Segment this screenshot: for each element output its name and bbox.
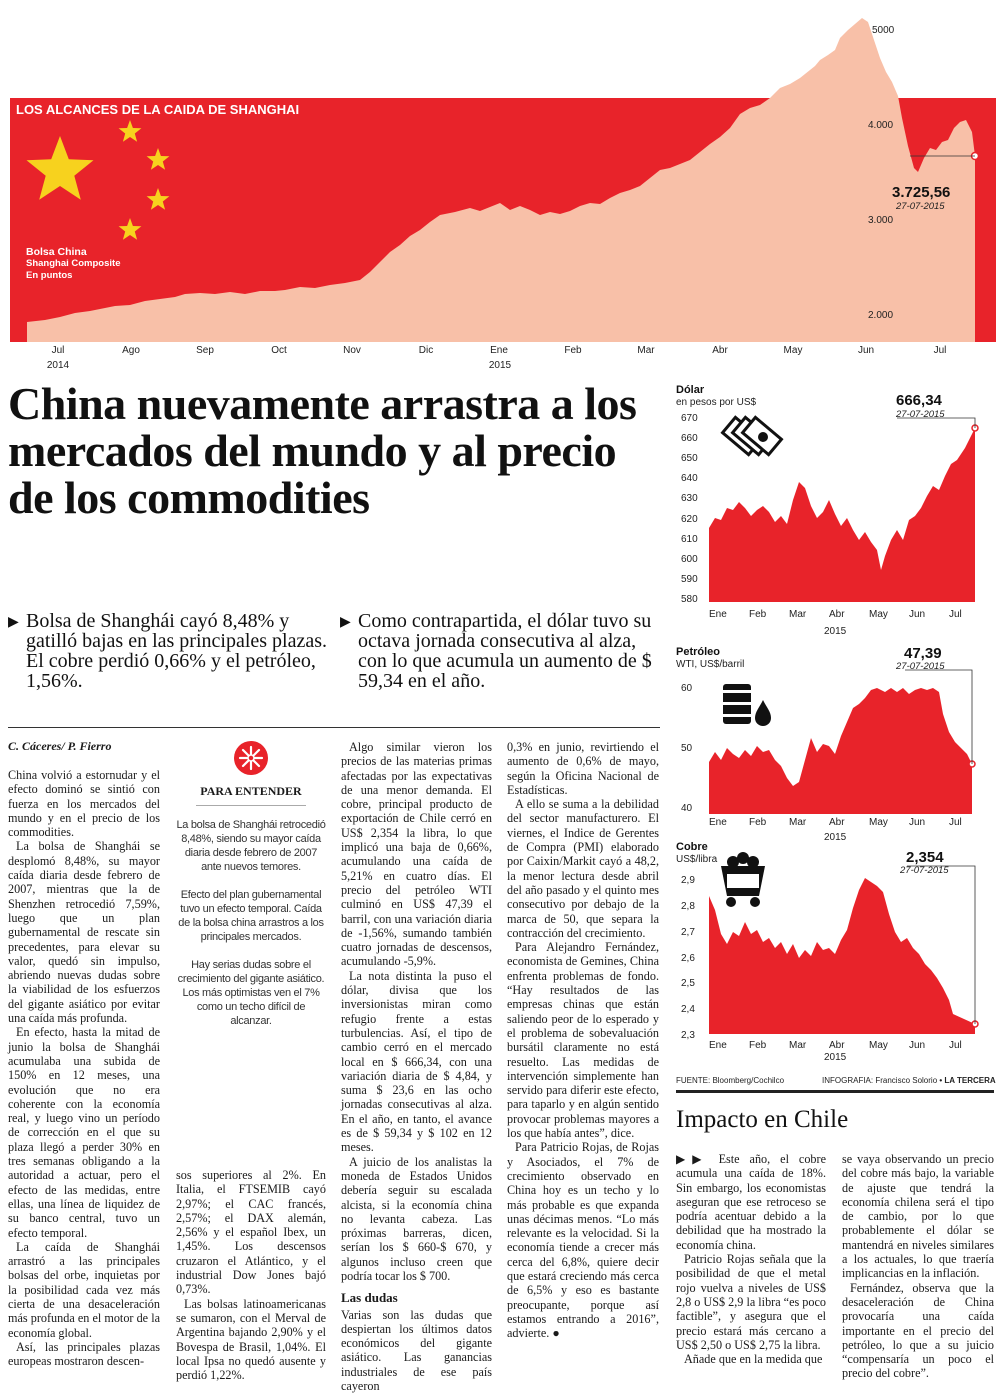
petroleo-value: 47,39 (904, 645, 942, 662)
month-label: Jul (51, 345, 65, 356)
petroleo-title: Petróleo (676, 646, 721, 658)
cobre-y-tick: 2,7 (681, 926, 695, 938)
cobre-y-tick: 2,8 (681, 900, 695, 912)
bullet-2-text: Como contrapartida, el dólar tuvo su octava jornada consecutiva al alza, con lo que acumula un aumento de $ 59,34 en el año. (358, 610, 652, 692)
petroleo-month: Jul (949, 817, 962, 828)
divider (8, 727, 660, 728)
year-2014: 2014 (46, 360, 70, 371)
dolar-month: Ene (709, 609, 727, 620)
para-entender-title: PARA ENTENDER (200, 784, 302, 798)
petroleo-y-tick: 60 (681, 683, 693, 694)
impacto-para: Patricio Rojas señala que la posibilidad de que el metal rojo vuelva a niveles de US$ 2,8 o US$ 2,9 la libra “es poco factible”, y asegura que el precio estará más cercano a US$ 2,50 o US$ 2,75 la libra. (676, 1252, 826, 1352)
petroleo-month: Jun (909, 817, 926, 828)
infografia-credit: INFOGRAFIA: Francisco Solorio (822, 1076, 938, 1085)
cobre-date: 27-07-2015 (900, 865, 949, 876)
dolar-date: 27-07-2015 (896, 409, 945, 420)
dolar-y-tick: 640 (681, 473, 698, 485)
month-label: Oct (271, 345, 287, 356)
dolar-sub: en pesos por US$ (676, 397, 757, 408)
cobre-y-tick: 2,4 (681, 1004, 695, 1016)
coal-cart-icon (721, 852, 765, 907)
bullet-1-text: Bolsa de Shanghái cayó 8,48% y gatilló bajas en las principales plazas. El cobre perdió 0,66% y el petróleo, 1,56%. (26, 610, 328, 692)
y-tick-2000: 2.000 (868, 310, 894, 321)
col4-para: Para Alejandro Fernández, economista de Gemines, China enfrenta problemas de fondo. “Hay resultados de las empresas chinas que están saliendo peor de lo esperado y el problema de sobevaluación bursátil claramente no está resuelto. Las medidas de intervención simplemente han servido para diferir este efecto, para taparlo y en algún sentido provocar problemas mayores a los que había antes”, dice. (507, 940, 659, 1141)
dolar-callout (897, 418, 975, 428)
pe-para: Efecto del plan gubernamental tuvo un efecto temporal. Caída de la bolsa china arrastros a los principales mercados. (178, 889, 324, 943)
col1-para: La bolsa de Shanghái se desplomó 8,48%, su mayor caída diaria desde febrero de 2007, mientras que la de Shenzhen retrocedió 7,59%, luego que un plan gubernamental de rescate sin precedentes, para elevar su valor, quedó sin impulso, abriendo nuevas dudas sobre la viabilidad de los esfuerzos del gigante asiático por evitar una caída más profunda. (8, 839, 160, 1026)
cobre-y-tick: 2,6 (681, 952, 695, 964)
month-label: Nov (343, 345, 361, 356)
petroleo-sub: WTI, US$/barril (676, 659, 745, 670)
month-label: May (783, 345, 803, 356)
infografia (822, 1076, 996, 1085)
dolar-month: Jul (949, 609, 962, 620)
petroleo-month: May (869, 817, 888, 828)
month-label: Dic (418, 345, 434, 356)
column-2 (176, 1168, 326, 1382)
impacto-col-right (842, 1152, 994, 1381)
y-tick-3000: 3.000 (868, 215, 894, 226)
impacto-para: ▶▶ Este año, el cobre acumula una caída de 18%. Sin embargo, los economistas aseguran que ese retroceso se podría acentuar debido a la debilidad que ha mostrado la economía china. (676, 1152, 826, 1252)
petroleo-month: Abr (829, 817, 845, 828)
oil-barrel-icon (721, 684, 771, 726)
para-entender-box (176, 740, 326, 1042)
impacto-para: Fernández, observa que la desaceleración de China provocaría una caída importante en el precio del petróleo, lo que a su juicio “compensaría un poco el precio del cobre”. (842, 1280, 994, 1381)
triangle-icon: ▶ (8, 615, 19, 630)
dolar-month: May (869, 609, 888, 620)
dolar-month: Abr (829, 609, 845, 620)
column-3 (341, 740, 492, 1393)
cobre-sub: US$/libra (676, 854, 718, 865)
cobre-svg (675, 838, 995, 1068)
cobre-area (709, 878, 975, 1034)
dolar-y-tick: 620 (681, 513, 698, 525)
petroleo-svg (675, 642, 995, 842)
petroleo-month: Mar (789, 817, 807, 828)
petroleo-year: 2015 (824, 832, 847, 843)
col4-para: A ello se suma a la debilidad del sector manufacturero. El viernes, el Indice de Gerentes de Compra (PMI) elaborado por Caixin/Markit cayó a 48,2, la menor lectura desde abril del año pasado y el quinto mes consecutivo por debajo de la marca de 50, que separa la contracción del crecimiento. (507, 797, 659, 940)
col3-tail: Varias son las dudas que despiertan los últimos datos económicos del gigante asiático. Las ganancias industriales de ese país cayeron (341, 1307, 492, 1393)
dolar-y-tick: 590 (681, 573, 698, 585)
dolar-y-tick: 610 (681, 533, 698, 545)
cobre-month: Abr (829, 1040, 845, 1051)
column-1 (8, 768, 160, 1368)
pe-para: La bolsa de Shanghái retrocedió 8,48%, siendo su mayor caída diaria desde febrero de 2007 ante nuevos temores. (176, 819, 326, 873)
dolar-y-tick: 650 (681, 453, 698, 465)
para-entender-text (176, 818, 326, 1028)
compass-icon (233, 740, 269, 776)
cash-icon (723, 417, 782, 454)
cobre-month: Jun (909, 1040, 926, 1051)
byline: C. Cáceres/ P. Fierro (8, 739, 112, 753)
cobre-year: 2015 (824, 1052, 847, 1063)
pe-para: Hay serias dudas sobre el crecimiento del gigante asiático. Los más optimistas ven el 7% como un techo difícil de alcanzar. (177, 959, 325, 1027)
cobre-month: May (869, 1040, 888, 1051)
dolar-value: 666,34 (896, 392, 942, 409)
col1-para: China volvió a estornudar y el efecto dominó se sintió con fuerza en los mercados del mundo y en el precio de los commodities. (8, 768, 160, 840)
month-label: Feb (564, 345, 582, 356)
dolar-month: Mar (789, 609, 807, 620)
month-label: Ago (122, 345, 140, 356)
brand: • LA TERCERA (939, 1076, 996, 1085)
month-label: Jun (857, 345, 875, 356)
month-label: Abr (712, 345, 728, 356)
cobre-title: Cobre (676, 841, 708, 853)
dolar-y-tick: 580 (681, 594, 698, 605)
petroleo-y-tick: 50 (681, 743, 693, 754)
series-label (26, 246, 120, 282)
headline: China nuevamente arrastra a los mercados del mundo y al precio de los commodities (8, 378, 637, 523)
band-title: LOS ALCANCES DE LA CAIDA DE SHANGHAI (16, 102, 300, 117)
dolar-y-tick: 600 (681, 553, 698, 565)
col1-para: En efecto, hasta la mitad de junio la bolsa de Shanghái acumulaba una subida de 150% en 12 meses, una evolución que no era coherente con la economía real, y luego vino un período de corrección en el que su plaza llegó a perder 30% en tres semanas obligando a la autoridad a actuar, pero el efecto de las medidas, entre ellas, una línea de liquidez de su banco central, tuvo un efecto temporal. (8, 1025, 160, 1240)
bullet-2 (340, 611, 660, 691)
cobre-month: Mar (789, 1040, 807, 1051)
series-sub1: Shanghai Composite (26, 258, 121, 269)
col2-para: Las bolsas latinoamericanas se sumaron, con el Merval de Argentina bajando 2,90% y el Bovespa de Brasil, 1,04%. El local Ipsa no quedó ausente y perdió 1,22%. (176, 1296, 326, 1383)
dolar-svg (675, 380, 995, 640)
impacto-title: Impacto en Chile (676, 1106, 849, 1133)
dolar-y-tick: 670 (681, 413, 698, 424)
month-label: Mar (637, 345, 655, 356)
cobre-month: Jul (949, 1040, 962, 1051)
dolar-month: Feb (749, 609, 767, 620)
cobre-chart (675, 838, 995, 1068)
dolar-month: Jun (909, 609, 926, 620)
triangle-icon: ▶ (340, 615, 351, 630)
petroleo-month: Ene (709, 817, 727, 828)
col2-para: sos superiores al 2%. En Italia, el FTSEMIB cayó 2,97%; el CAC francés, 2,57%; el DAX alemán, 2,56% y el español Ibex, un 1,45%. Los descensos cruzaron el Atlántico, y el industrial Dow Jones bajó 0,73%. (176, 1168, 326, 1297)
footer-rule (676, 1090, 994, 1093)
cobre-month: Feb (749, 1040, 767, 1051)
col4-para: Para Patricio Rojas, de Rojas y Asociados, el 7% de crecimiento observado en China hoy es un techo y lo más probable es que expanda unas décimas menos. “Lo más relevante es la velocidad. Si la economía tiende a crecer más cerca del 6,8%, quiere decir que estará creciendo más cerca de 6,5% y eso es bastante preocupante, porque así estamos entrando a 2016”, advierte. ● (507, 1140, 659, 1341)
shanghai-chart (0, 0, 1000, 380)
cobre-value: 2,354 (906, 849, 944, 866)
impacto-para: Añade que en la medida que (684, 1352, 823, 1367)
cobre-y-tick: 2,9 (681, 875, 695, 886)
dolar-year: 2015 (824, 626, 847, 637)
petroleo-y-tick: 40 (681, 803, 693, 814)
cobre-y-tick: 2,3 (681, 1030, 695, 1041)
col1-para: Así, las principales plazas europeas mostraron descen- (8, 1339, 160, 1369)
col3-para: A juicio de los analistas la moneda de Estados Unidos debería seguir su escalada alcista, si la economía china no levanta cabeza. Las próximas barreras, dicen, serían los $ 660-$ 670, y algunos incluso creen que podría tocar los $ 700. (341, 1154, 492, 1283)
impacto-para: se vaya observando un precio del cobre más bajo, la variable de ajuste que tendrá la economía chilena será el tipo de cambio, por lo que probablemente el dólar se mantendrá en niveles similares a los actuales, lo que traería implicancias en la inflación. (842, 1152, 994, 1281)
month-label: Ene (490, 345, 508, 356)
series-title: Bolsa China (26, 246, 87, 258)
dolar-y-tick: 630 (681, 493, 698, 505)
year-2015: 2015 (488, 360, 512, 371)
col3-para: Algo similar vieron los precios de las materias primas afectadas por las expectativas de una menor demanda. El cobre, principal producto de exportación de Chile cerró en US$ 2,354 la libra, lo que implicó una baja de 0,66%, acumulando una caída de 5,21% en cuatro días. El precio del petróleo WTI culminó en US$ 47,39 el barril, con una variación diaria de -1,56%, sumando también cuatro jornadas de descensos, acumulando -5,9%. (341, 740, 492, 969)
column-4 (507, 740, 659, 1340)
col1-para: La caída de Shanghái arrastró a las principales bolsas del orbe, inquietas por la posibilidad cada vez más cierta de una desaceleración más profunda en el motor de la economía global. (8, 1239, 160, 1340)
month-label: Jul (933, 345, 947, 356)
col4-para: 0,3% en junio, revirtiendo el aumento de 0,6% de mayo, según la Oficina Nacional de Estadísticas. (507, 740, 659, 797)
petroleo-month: Feb (749, 817, 767, 828)
fuente: FUENTE: Bloomberg/Cochilco (676, 1076, 785, 1085)
petroleo-chart (675, 642, 995, 842)
shanghai-chart-svg (0, 0, 1000, 380)
last-value: 3.725,56 (892, 184, 951, 201)
bullet-1 (8, 611, 328, 691)
petroleo-date: 27-07-2015 (896, 661, 945, 672)
para-entender-rule (196, 805, 306, 806)
dolar-chart (675, 380, 995, 640)
y-tick-5000: 5000 (872, 25, 895, 36)
cobre-y-tick: 2,5 (681, 978, 695, 990)
subhead-las-dudas: Las dudas (341, 1290, 398, 1306)
col3-para: La nota distinta la puso el dólar, divisa que los inversionistas miran como refugio frente a estas turbulencias. Así, el tipo de cambio cerró en el mercado local en $ 666,34, con una variación diaria de $ 4,84, y suma $ 23,6 en las ocho jornadas consecutivas al alza. En el año, en tanto, el avance es de $ 59,34 y $ 102 en 12 meses. (341, 968, 492, 1155)
y-tick-4000: 4.000 (868, 120, 894, 131)
dolar-y-tick: 660 (681, 433, 698, 445)
last-date: 27-07-2015 (896, 201, 945, 212)
dolar-title: Dólar (676, 384, 705, 396)
month-label: Sep (196, 345, 214, 356)
series-sub2: En puntos (26, 270, 73, 281)
cobre-month: Ene (709, 1040, 727, 1051)
impacto-col-left (676, 1152, 826, 1366)
